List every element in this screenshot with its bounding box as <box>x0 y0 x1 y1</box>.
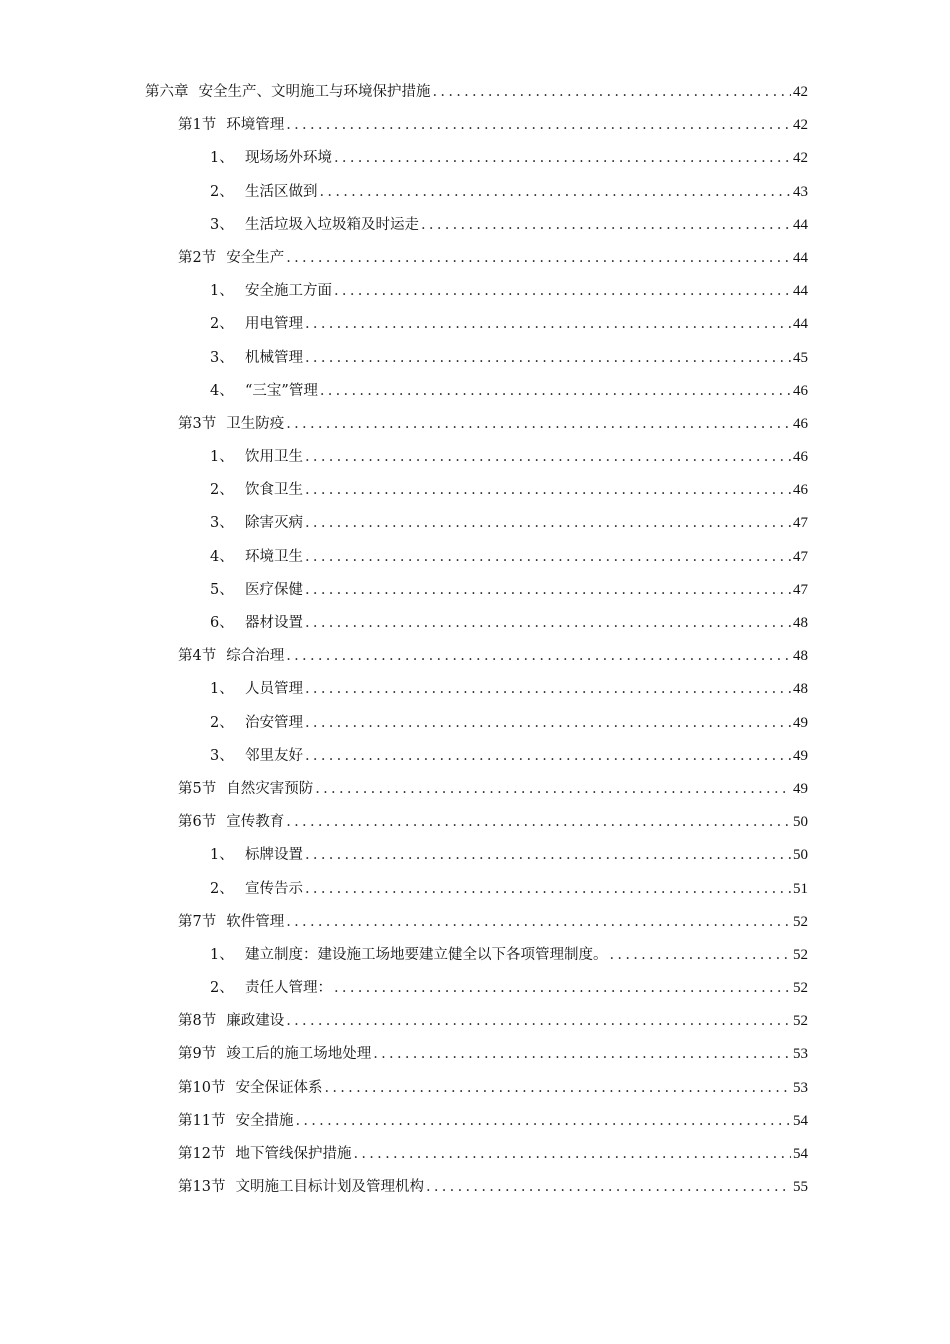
toc-entry-line <box>178 1138 808 1171</box>
dot-leader <box>320 176 792 209</box>
dot-leader <box>305 740 791 773</box>
toc-entry-line <box>210 308 808 341</box>
toc-entry-line <box>210 209 808 242</box>
toc-entry-title: 卫生防疫 <box>226 415 285 432</box>
toc-entry-title: 饮食卫生 <box>245 482 303 499</box>
toc-entry-page-number: 48 <box>793 615 808 631</box>
dot-leader <box>286 408 791 441</box>
toc-entry[interactable] <box>0 507 950 540</box>
toc-entry-line <box>210 939 808 972</box>
toc-entry-number: 1、 <box>210 150 234 167</box>
toc-entry-title: 安全生产 <box>226 249 285 266</box>
toc-entry[interactable] <box>0 574 950 607</box>
toc-entry-number: 第3节 <box>178 415 217 432</box>
toc-entry-page-number: 42 <box>793 117 808 134</box>
toc-entry[interactable] <box>0 1072 950 1105</box>
toc-entry-line <box>210 740 808 773</box>
toc-entry-number: 第9节 <box>178 1046 217 1063</box>
toc-entry-number: 3、 <box>210 349 234 366</box>
dot-leader <box>315 773 791 806</box>
toc-entry-title: 地下管线保护措施 <box>235 1146 352 1162</box>
toc-entry-page-number: 50 <box>793 814 808 831</box>
toc-entry-page-number: 47 <box>793 515 808 532</box>
toc-entry-line <box>210 474 808 507</box>
toc-entry-number: 4、 <box>210 548 234 565</box>
dot-leader <box>373 1038 791 1071</box>
toc-entry-title: 综合治理 <box>226 648 285 665</box>
toc-entry-page-number: 54 <box>793 1146 808 1162</box>
toc-entry-line <box>210 972 808 1005</box>
toc-entry-page-number: 55 <box>793 1179 808 1196</box>
toc-entry[interactable] <box>0 209 950 242</box>
dot-leader <box>426 1171 791 1204</box>
toc-entry-page-number: 49 <box>793 780 808 797</box>
toc-entry[interactable] <box>0 142 950 175</box>
toc-entry-page-number: 53 <box>793 1046 808 1063</box>
toc-entry-line <box>178 906 808 939</box>
toc-entry-title: 器材设置 <box>245 615 303 631</box>
dot-leader <box>286 906 791 939</box>
dot-leader <box>286 242 791 275</box>
toc-entry-number: 第7节 <box>178 913 217 930</box>
dot-leader <box>305 541 791 574</box>
toc-entry-number: 5、 <box>210 581 234 598</box>
dot-leader <box>421 209 791 242</box>
toc-entry-title: 宣传告示 <box>245 880 303 897</box>
toc-entry-page-number: 44 <box>793 216 808 233</box>
toc-entry[interactable] <box>0 1138 950 1171</box>
toc-entry-line <box>210 176 808 209</box>
toc-entry[interactable] <box>0 275 950 308</box>
toc-entry-number: 第5节 <box>178 780 217 797</box>
toc-entry-line <box>210 574 808 607</box>
toc-entry-page-number: 52 <box>793 946 808 963</box>
toc-entry-page-number: 48 <box>793 648 808 665</box>
toc-entry-line <box>210 441 808 474</box>
toc-entry-line <box>178 773 808 806</box>
toc-entry[interactable] <box>0 1005 950 1038</box>
dot-leader <box>305 707 791 740</box>
toc-entry[interactable] <box>0 342 950 375</box>
toc-entry-number: 1、 <box>210 681 234 698</box>
toc-entry-title: 饮用卫生 <box>245 449 303 466</box>
dot-leader <box>334 142 791 175</box>
toc-entry-line <box>178 1072 808 1105</box>
toc-entry-title: 安全施工方面 <box>245 283 332 300</box>
toc-entry-page-number: 51 <box>793 880 808 897</box>
toc-entry-line <box>210 541 808 574</box>
toc-entry-line <box>178 640 808 673</box>
dot-leader <box>305 308 791 341</box>
toc-entry-page-number: 52 <box>793 980 808 997</box>
dot-leader <box>305 507 791 540</box>
toc-entry-number: 1、 <box>210 847 234 864</box>
toc-entry-page-number: 45 <box>793 349 808 366</box>
toc-entry[interactable] <box>0 1105 950 1138</box>
toc-entry-page-number: 46 <box>793 415 808 432</box>
toc-entry[interactable] <box>0 76 950 109</box>
toc-entry[interactable] <box>0 707 950 740</box>
toc-entry-number: 第6节 <box>178 814 217 831</box>
toc-entry-title: 用电管理 <box>245 316 303 333</box>
toc-entry[interactable] <box>0 773 950 806</box>
dot-leader <box>610 939 792 972</box>
dot-leader <box>305 873 791 906</box>
toc-entry[interactable] <box>0 939 950 972</box>
toc-entry[interactable] <box>0 873 950 906</box>
toc-entry-line <box>210 707 808 740</box>
toc-entry-line <box>210 142 808 175</box>
toc-entry-title: 除害灭病 <box>245 515 303 532</box>
toc-entry-title: 邻里友好 <box>245 747 303 764</box>
toc-entry-title: 廉政建设 <box>226 1013 285 1030</box>
toc-entry[interactable] <box>0 1038 950 1071</box>
toc-entry[interactable] <box>0 972 950 1005</box>
toc-entry-number: 2、 <box>210 714 234 731</box>
toc-entry-number: 3、 <box>210 747 234 764</box>
toc-entry-title: 竣工后的施工场地处理 <box>226 1046 372 1063</box>
toc-entry[interactable] <box>0 109 950 142</box>
toc-entry-title: 安全措施 <box>235 1112 294 1129</box>
toc-entry-title: 环境卫生 <box>245 548 303 565</box>
dot-leader <box>320 375 791 408</box>
toc-entry-page-number: 53 <box>793 1079 808 1096</box>
toc-entry-number: 1、 <box>210 946 234 963</box>
toc-entry-title: 人员管理 <box>245 681 303 698</box>
dot-leader <box>305 574 791 607</box>
toc-entry-line <box>210 839 808 872</box>
toc-entry-line <box>210 275 808 308</box>
toc-entry-number: 6、 <box>210 615 234 631</box>
dot-leader <box>286 640 791 673</box>
dot-leader <box>353 1138 791 1171</box>
dot-leader <box>305 474 791 507</box>
table-of-contents <box>0 76 950 1204</box>
dot-leader <box>305 839 791 872</box>
toc-entry-line <box>178 1038 808 1071</box>
toc-entry[interactable] <box>0 408 950 441</box>
toc-entry-line <box>210 673 808 706</box>
toc-entry[interactable] <box>0 673 950 706</box>
toc-entry[interactable] <box>0 441 950 474</box>
dot-leader <box>433 76 792 109</box>
toc-entry-page-number: 44 <box>793 283 808 300</box>
toc-entry-line <box>210 375 808 408</box>
toc-entry-line <box>210 873 808 906</box>
toc-entry[interactable] <box>0 242 950 275</box>
toc-entry-line <box>178 109 808 142</box>
toc-entry-line <box>210 342 808 375</box>
dot-leader <box>305 607 791 640</box>
dot-leader <box>324 1072 791 1105</box>
toc-entry-number: 3、 <box>210 216 234 233</box>
dot-leader <box>286 1005 791 1038</box>
toc-entry-number: 2、 <box>210 880 234 897</box>
toc-entry-title: 责任人管理： <box>245 980 332 997</box>
toc-entry-number: 4、 <box>210 382 234 399</box>
toc-entry-number: 3、 <box>210 515 234 532</box>
dot-leader <box>305 441 791 474</box>
toc-entry-number: 第8节 <box>178 1013 217 1030</box>
toc-entry-page-number: 46 <box>793 382 808 399</box>
toc-entry-title: 标牌设置 <box>245 847 303 864</box>
toc-entry-title: 现场场外环境 <box>245 150 332 167</box>
toc-entry-number: 第2节 <box>178 249 217 266</box>
toc-entry[interactable] <box>0 308 950 341</box>
dot-leader <box>286 806 791 839</box>
toc-entry[interactable] <box>0 541 950 574</box>
toc-entry-title: 生活区做到 <box>245 183 318 200</box>
toc-entry[interactable] <box>0 607 950 640</box>
toc-entry-title: 环境管理 <box>226 117 285 134</box>
toc-entry-page-number: 46 <box>793 449 808 466</box>
toc-entry-number: 1、 <box>210 449 234 466</box>
toc-entry-title: 宣传教育 <box>226 814 285 831</box>
toc-entry-title: 治安管理 <box>245 714 303 731</box>
toc-entry-line <box>210 507 808 540</box>
toc-entry-line <box>178 806 808 839</box>
toc-entry-page-number: 44 <box>793 249 808 266</box>
toc-entry[interactable] <box>0 806 950 839</box>
toc-entry-number: 第六章 <box>145 84 189 100</box>
toc-entry-title: 机械管理 <box>245 349 303 366</box>
toc-entry-title: 安全生产、文明施工与环境保护措施 <box>198 84 431 100</box>
toc-entry[interactable] <box>0 375 950 408</box>
toc-entry-number: 2、 <box>210 980 234 997</box>
toc-entry-page-number: 48 <box>793 681 808 698</box>
toc-entry[interactable] <box>0 176 950 209</box>
toc-entry-line <box>178 1171 808 1204</box>
toc-entry-title: 安全保证体系 <box>235 1079 323 1096</box>
toc-entry-page-number: 42 <box>793 84 808 100</box>
toc-entry-number: 2、 <box>210 482 234 499</box>
toc-entry[interactable] <box>0 839 950 872</box>
toc-entry[interactable] <box>0 474 950 507</box>
toc-entry-page-number: 44 <box>793 316 808 333</box>
toc-entry-title: 生活垃圾入垃圾箱及时运走 <box>245 216 419 233</box>
toc-entry-title: 文明施工目标计划及管理机构 <box>235 1179 424 1196</box>
toc-entry-number: 第4节 <box>178 648 217 665</box>
dot-leader <box>286 109 791 142</box>
dot-leader <box>305 342 791 375</box>
toc-entry[interactable] <box>0 1171 950 1204</box>
toc-entry-page-number: 54 <box>793 1112 808 1129</box>
toc-entry[interactable] <box>0 640 950 673</box>
toc-entry-title: 软件管理 <box>226 913 285 930</box>
toc-entry-page-number: 43 <box>793 183 808 200</box>
toc-entry-number: 第11节 <box>178 1112 226 1129</box>
toc-entry-page-number: 47 <box>793 581 808 598</box>
toc-entry-page-number: 49 <box>793 714 808 731</box>
toc-entry-line <box>178 1005 808 1038</box>
toc-entry-number: 第1节 <box>178 117 217 134</box>
toc-entry-page-number: 50 <box>793 847 808 864</box>
dot-leader <box>295 1105 791 1138</box>
toc-entry-number: 1、 <box>210 283 234 300</box>
dot-leader <box>334 972 791 1005</box>
toc-entry-line <box>178 408 808 441</box>
toc-entry-page-number: 46 <box>793 482 808 499</box>
toc-entry-page-number: 49 <box>793 747 808 764</box>
dot-leader <box>334 275 791 308</box>
toc-entry-page-number: 52 <box>793 913 808 930</box>
toc-entry-number: 第13节 <box>178 1179 226 1196</box>
toc-entry[interactable] <box>0 740 950 773</box>
toc-entry-number: 第12节 <box>178 1146 226 1162</box>
toc-entry-title: “三宝”管理 <box>245 382 318 399</box>
toc-entry-page-number: 52 <box>793 1013 808 1030</box>
toc-entry-number: 2、 <box>210 316 234 333</box>
toc-entry-title: 医疗保健 <box>245 581 303 598</box>
toc-entry-line <box>145 76 808 109</box>
toc-entry-line <box>210 607 808 640</box>
toc-entry-title: 建立制度：建设施工场地要建立健全以下各项管理制度。 <box>245 946 608 963</box>
toc-entry-page-number: 47 <box>793 548 808 565</box>
toc-entry-line <box>178 242 808 275</box>
toc-entry-line <box>178 1105 808 1138</box>
toc-entry-page-number: 42 <box>793 150 808 167</box>
toc-entry[interactable] <box>0 906 950 939</box>
toc-entry-number: 第10节 <box>178 1079 226 1096</box>
toc-entry-number: 2、 <box>210 183 234 200</box>
toc-entry-title: 自然灾害预防 <box>226 780 314 797</box>
dot-leader <box>305 673 791 706</box>
